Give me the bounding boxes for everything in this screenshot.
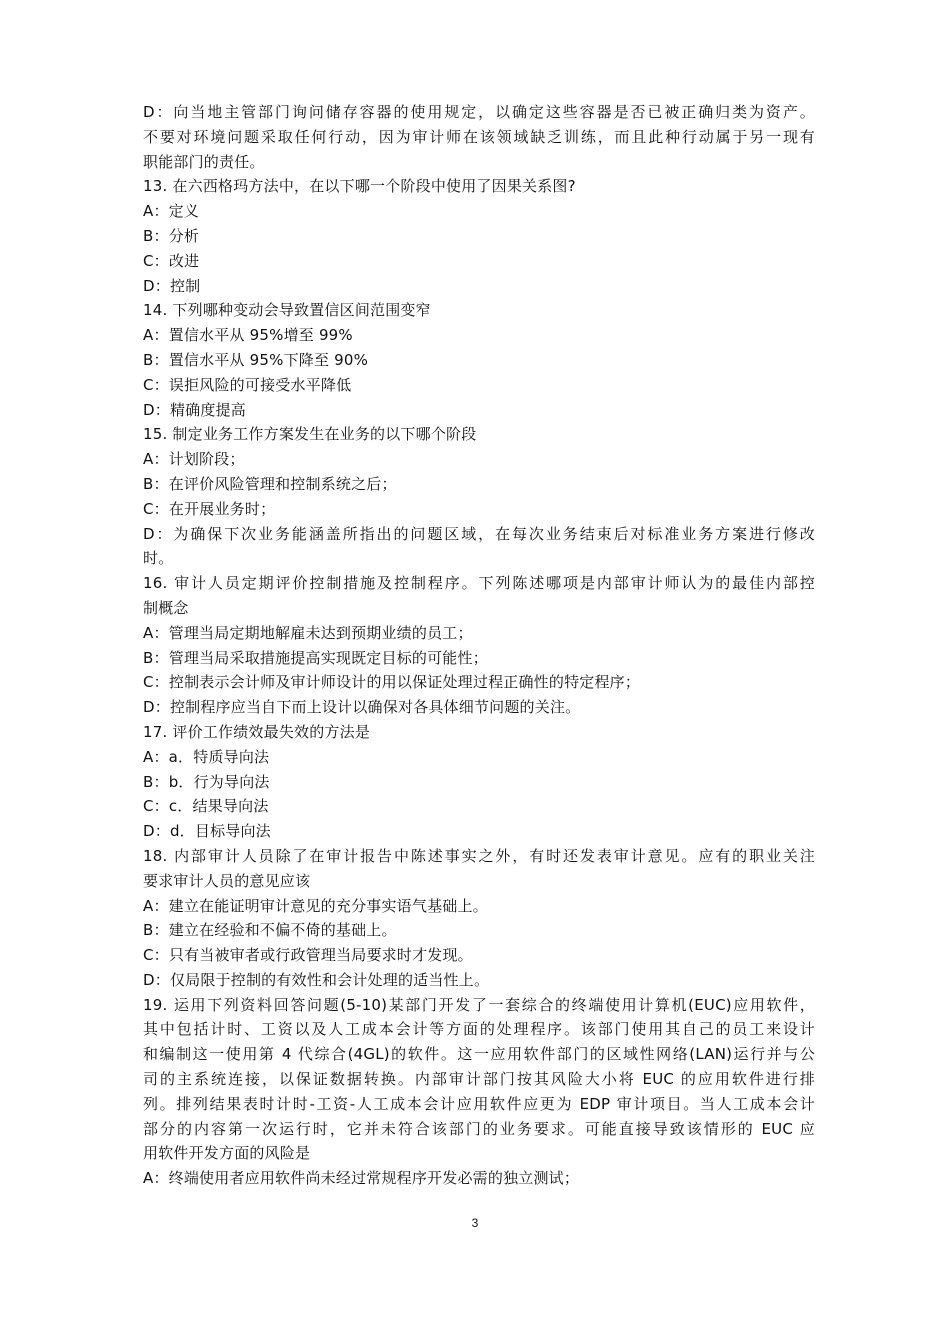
text-line: 16. 审计人员定期评价控制措施及控制程序。下列陈述哪项是内部审计师认为的最佳内部控 (143, 574, 815, 593)
text-line: D：d．目标导向法 (143, 822, 271, 841)
text-line: D：精确度提高 (143, 400, 246, 419)
text-line: B：建立在经验和不偏不倚的基础上。 (143, 921, 397, 940)
text-line: C：在开展业务时； (143, 499, 276, 518)
text-line: D：控制程序应当自下而上设计以确保对各具体细节问题的关注。 (143, 698, 581, 717)
text-line: D：向当地主管部门询问储存容器的使用规定，以确定这些容器是否已被正确归类为资产。 (143, 103, 815, 121)
text-line: 19. 运用下列资料回答问题(5-10)某部门开发了一套综合的终端使用计算机(EUC)应用软件， (143, 995, 815, 1014)
text-line: A：建立在能证明审计意见的充分事实语气基础上。 (143, 896, 488, 915)
text-line: 时。 (143, 549, 174, 568)
text-line: C：只有当被审者或行政管理当局要求时才发现。 (143, 946, 473, 965)
text-line: B：在评价风险管理和控制系统之后； (143, 474, 397, 493)
text-line: 不要对环境问题采取任何行动，因为审计师在该领域缺乏训练，而且此种行动属于另一现有 (143, 127, 815, 146)
text-line: 要求审计人员的意见应该 (143, 871, 311, 890)
text-line: 制概念 (143, 598, 189, 617)
text-line: 15. 制定业务工作方案发生在业务的以下哪个阶段 (143, 425, 477, 444)
page-body-text (143, 100, 815, 1191)
text-line: 用软件开发方面的风险是 (143, 1144, 311, 1163)
text-line: B：b．行为导向法 (143, 772, 270, 791)
text-line: 司的主系统连接，以保证数据转换。内部审计部门按其风险大小将 EUC 的应用软件进行排 (143, 1070, 815, 1089)
text-line: 列。排列结果表时计时-工资-人工成本会计应用软件应更为 EDP 审计项目。当人工成本会计 (143, 1094, 815, 1113)
text-line: A：置信水平从 95%增至 99% (143, 326, 353, 345)
text-line: C：c．结果导向法 (143, 797, 269, 816)
text-line: 18. 内部审计人员除了在审计报告中陈述事实之外，有时还发表审计意见。应有的职业关注 (143, 846, 815, 865)
text-line: 17. 评价工作绩效最失效的方法是 (143, 722, 371, 741)
text-line: B：置信水平从 95%下降至 90% (143, 350, 369, 369)
text-line: 13. 在六西格玛方法中，在以下哪一个阶段中使用了因果关系图? (143, 177, 576, 196)
text-line: C：控制表示会计师及审计师设计的用以保证处理过程正确性的特定程序； (143, 673, 641, 692)
text-line: D：仅局限于控制的有效性和会计处理的适当性上。 (143, 970, 490, 989)
text-line: A：定义 (143, 202, 200, 221)
text-line: 职能部门的责任。 (143, 152, 265, 171)
text-line: 部分的内容第一次运行时，它并未符合该部门的业务要求。可能直接导致该情形的 EUC 应 (143, 1119, 815, 1138)
text-line: 其中包括计时、工资以及人工成本会计等方面的处理程序。该部门使用其自己的员工来设计 (143, 1020, 815, 1039)
text-line: A：计划阶段； (143, 450, 245, 469)
text-line: A：a．特质导向法 (143, 747, 270, 766)
text-line: D：为确保下次业务能涵盖所指出的问题区域，在每次业务结束后对标准业务方案进行修改 (143, 524, 815, 543)
text-line: A：终端使用者应用软件尚未经过常规程序开发必需的独立测试； (143, 1169, 580, 1188)
page-number: 3 (471, 1216, 479, 1230)
text-line: B：管理当局采取措施提高实现既定目标的可能性； (143, 648, 488, 667)
text-line: C：改进 (143, 251, 200, 270)
text-line: B：分析 (143, 226, 200, 245)
text-line: 和编制这一使用第 4 代综合(4GL)的软件。这一应用软件部门的区域性网络(LAN)运行并与公 (143, 1045, 815, 1064)
text-line: C：误拒风险的可接受水平降低 (143, 375, 352, 394)
text-line: 14. 下列哪种变动会导致置信区间范围变窄 (143, 301, 431, 320)
text-line: A：管理当局定期地解雇未达到预期业绩的员工； (143, 623, 473, 642)
text-line: D：控制 (143, 276, 201, 295)
